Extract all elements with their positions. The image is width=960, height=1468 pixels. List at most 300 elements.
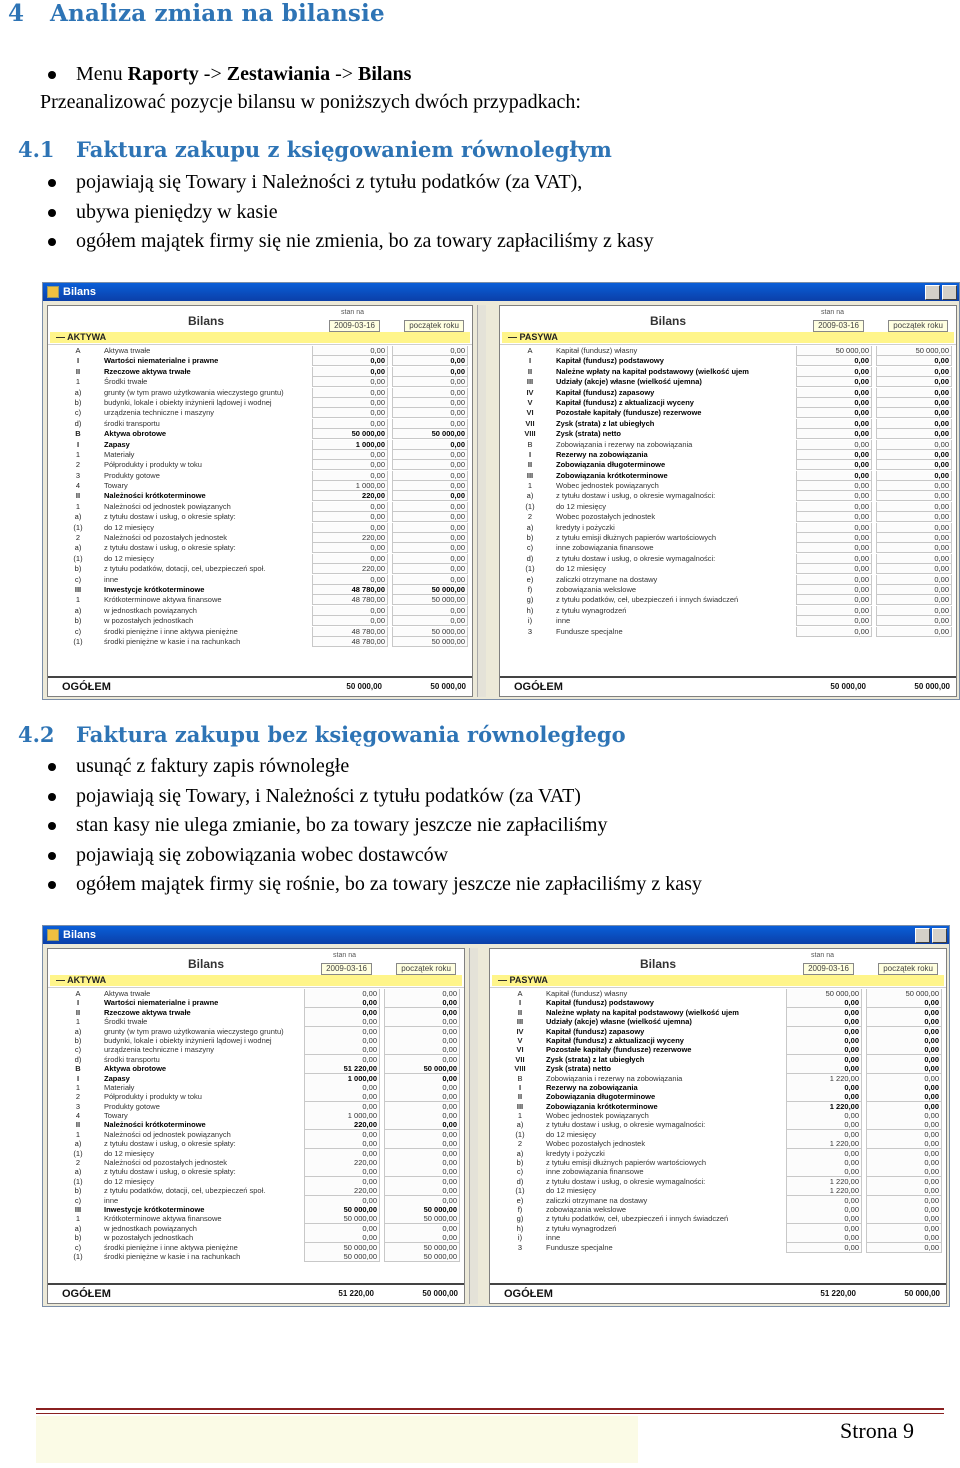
- list-item: ogółem majątek firmy się rośnie, bo za towary jeszcze nie zapłaciliśmy z kasy: [40, 870, 702, 900]
- table-row[interactable]: [490, 1205, 946, 1214]
- row-value-start: 0,00: [876, 356, 952, 366]
- row-value-start: 0,00: [392, 450, 468, 460]
- list-item: usunąć z faktury zapis równoległe: [40, 752, 702, 782]
- row-value-start: 0,00: [392, 491, 468, 501]
- row-value-date: 0,00: [796, 627, 872, 637]
- row-label: urządzenia techniczne i maszyny: [104, 408, 215, 418]
- date-field[interactable]: 2009-03-16: [813, 320, 864, 332]
- table-row[interactable]: [48, 450, 472, 460]
- table-row[interactable]: [490, 1074, 946, 1083]
- row-code: c): [74, 574, 82, 584]
- row-value-start: 0,00: [866, 1092, 942, 1102]
- row-label: z tytułu dostaw i usług, o okresie spłaty:: [104, 1167, 236, 1177]
- row-value-start: 50 000,00: [866, 989, 942, 999]
- row-value-date: 220,00: [312, 491, 388, 501]
- table-row[interactable]: [490, 1158, 946, 1167]
- row-value-date: 0,00: [796, 377, 872, 387]
- row-value-start: 0,00: [876, 606, 952, 616]
- row-value-start: 0,00: [392, 564, 468, 574]
- table-row[interactable]: [48, 460, 472, 470]
- table-row[interactable]: [500, 585, 956, 595]
- row-value-date: 0,00: [304, 1017, 380, 1027]
- row-value-date: 220,00: [304, 1186, 380, 1196]
- start-of-year-field[interactable]: początek roku: [396, 963, 456, 975]
- row-code: (1): [73, 1176, 83, 1186]
- table-row[interactable]: [48, 1177, 464, 1186]
- table-row[interactable]: [490, 1149, 946, 1158]
- menu-path: Menu Raporty -> Zestawiania -> Bilans: [40, 60, 411, 90]
- row-value-date: 0,00: [304, 1167, 380, 1177]
- row-value-date: 0,00: [304, 1092, 380, 1102]
- table-row[interactable]: [48, 1008, 464, 1017]
- table-row[interactable]: [500, 471, 956, 481]
- table-row[interactable]: [500, 595, 956, 605]
- row-label: Kapitał (fundusz) podstawowy: [546, 998, 654, 1008]
- table-row[interactable]: [48, 1233, 464, 1242]
- table-row[interactable]: [500, 398, 956, 408]
- table-row[interactable]: [48, 1111, 464, 1120]
- row-code: B: [517, 1073, 523, 1083]
- row-value-start: 0,00: [384, 1139, 460, 1149]
- table-row[interactable]: [48, 523, 472, 533]
- minimize-icon[interactable]: [915, 928, 930, 943]
- row-label: z tytułu dostaw i usług, o okresie wymagalności:: [546, 1120, 706, 1130]
- table-row[interactable]: [490, 1055, 946, 1064]
- row-label: zobowiązania wekslowe: [546, 1204, 627, 1214]
- table-row[interactable]: [48, 554, 472, 564]
- row-value-date: 50 000,00: [304, 1243, 380, 1253]
- table-row[interactable]: [48, 1130, 464, 1139]
- row-value-start: 0,00: [866, 1243, 942, 1253]
- table-row[interactable]: [48, 1027, 464, 1036]
- row-value-start: 0,00: [384, 989, 460, 999]
- row-value-date: 0,00: [312, 554, 388, 564]
- row-label: Należności krótkoterminowe: [104, 491, 206, 501]
- table-row[interactable]: [490, 1130, 946, 1139]
- table-row[interactable]: [490, 1036, 946, 1045]
- row-code: 1: [75, 449, 81, 459]
- row-label: inne: [556, 616, 571, 626]
- table-row[interactable]: [48, 998, 464, 1007]
- row-label: Należności od jednostek powiązanych: [104, 501, 231, 511]
- table-row[interactable]: [48, 595, 472, 605]
- row-label: Pozostałe kapitały (fundusze) rezerwowe: [546, 1045, 692, 1055]
- row-code: 2: [75, 1092, 81, 1102]
- row-value-start: 0,00: [392, 460, 468, 470]
- row-value-start: 0,00: [876, 471, 952, 481]
- row-value-start: 0,00: [392, 408, 468, 418]
- table-row[interactable]: [490, 1139, 946, 1148]
- row-code: a): [74, 1167, 82, 1177]
- table-row[interactable]: [490, 1233, 946, 1242]
- row-value-date: 0,00: [304, 1149, 380, 1159]
- row-value-start: 50 000,00: [392, 595, 468, 605]
- table-row[interactable]: [490, 1120, 946, 1129]
- row-code: IV: [516, 1026, 524, 1036]
- section-4-2-bullets: [40, 752, 702, 900]
- table-row[interactable]: [490, 1102, 946, 1111]
- table-row[interactable]: [48, 398, 472, 408]
- row-label: Towary: [104, 481, 128, 491]
- row-label: Rzeczowe aktywa trwałe: [104, 366, 191, 376]
- chapter-heading: [8, 0, 385, 27]
- maximize-icon[interactable]: [942, 285, 957, 300]
- table-row[interactable]: [490, 1167, 946, 1176]
- row-label: budynki, lokale i obiekty inżynierii lądowej i wodnej: [104, 397, 272, 407]
- menu-zestawienia: Zestawiania: [226, 63, 331, 85]
- row-label: środki pieniężne w kasie i na rachunkach: [104, 636, 241, 646]
- row-value-start: 0,00: [866, 1027, 942, 1037]
- row-value-date: 0,00: [786, 1243, 862, 1253]
- row-label: Aktywa trwałe: [104, 346, 151, 355]
- chapter-number: 4: [8, 0, 25, 27]
- table-row[interactable]: [490, 1214, 946, 1223]
- row-label: do 12 miesięcy: [546, 1129, 597, 1139]
- row-value-date: 0,00: [786, 998, 862, 1008]
- start-of-year-field[interactable]: początek roku: [888, 320, 948, 332]
- page-number: Strona 9: [840, 1418, 914, 1443]
- row-value-date: 0,00: [786, 1055, 862, 1065]
- row-value-date: 0,00: [796, 408, 872, 418]
- row-value-date: 0,00: [312, 502, 388, 512]
- row-code: b): [74, 1035, 82, 1045]
- row-label: z tytułu podatków, dotacji, ceł, ubezpieczeń społ.: [104, 1186, 266, 1196]
- table-row[interactable]: [500, 616, 956, 626]
- row-value-start: 50 000,00: [384, 1205, 460, 1215]
- row-value-start: 0,00: [876, 388, 952, 398]
- row-value-date: 0,00: [786, 1064, 862, 1074]
- table-row[interactable]: [48, 429, 472, 439]
- table-row[interactable]: [500, 627, 956, 637]
- table-row[interactable]: [500, 460, 956, 470]
- table-row[interactable]: [500, 502, 956, 512]
- row-value-date: 0,00: [786, 1045, 862, 1055]
- maximize-icon[interactable]: [932, 928, 947, 943]
- row-label: grunty (w tym prawo użytkowania wieczystego gruntu): [104, 387, 284, 397]
- row-value-date: 50 000,00: [786, 989, 862, 999]
- row-code: A: [527, 346, 533, 355]
- row-label: Produkty gotowe: [104, 1101, 160, 1111]
- row-value-start: 0,00: [384, 1167, 460, 1177]
- table-row[interactable]: [48, 346, 472, 356]
- table-row[interactable]: [500, 440, 956, 450]
- table-row[interactable]: [490, 989, 946, 998]
- table-row[interactable]: [500, 512, 956, 522]
- row-value-start: 0,00: [876, 429, 952, 439]
- table-row[interactable]: [48, 1055, 464, 1064]
- row-code: IV: [526, 387, 534, 397]
- row-value-date: 0,00: [786, 1233, 862, 1243]
- row-value-date: 48 780,00: [312, 627, 388, 637]
- row-code: 1: [517, 1111, 523, 1121]
- date-field[interactable]: 2009-03-16: [803, 963, 854, 975]
- table-row[interactable]: [48, 419, 472, 429]
- row-value-date: 0,00: [786, 1196, 862, 1206]
- date-field[interactable]: 2009-03-16: [321, 963, 372, 975]
- row-label: Aktywa obrotowe: [104, 429, 167, 439]
- pane-title: Bilans: [188, 314, 225, 328]
- row-value-date: 1 220,00: [786, 1186, 862, 1196]
- table-row[interactable]: [490, 998, 946, 1007]
- table-row[interactable]: [500, 388, 956, 398]
- row-value-start: 0,00: [384, 1045, 460, 1055]
- table-row[interactable]: [48, 989, 464, 998]
- table-row[interactable]: [500, 356, 956, 366]
- row-value-date: 0,00: [786, 1224, 862, 1234]
- row-code: A: [75, 989, 81, 998]
- section-4-2-title: Faktura zakupu bez księgowania równoległego: [76, 722, 626, 747]
- row-value-start: 0,00: [384, 1158, 460, 1168]
- row-value-date: 0,00: [312, 616, 388, 626]
- table-row[interactable]: [48, 616, 472, 626]
- menu-bilans: Bilans: [358, 63, 412, 85]
- table-row[interactable]: [500, 606, 956, 616]
- row-code: a): [526, 522, 534, 532]
- row-code: 2: [527, 512, 533, 522]
- row-value-start: 0,00: [384, 1083, 460, 1093]
- window-titlebar: [43, 283, 959, 301]
- table-row[interactable]: [500, 377, 956, 387]
- table-row[interactable]: [500, 523, 956, 533]
- table-row[interactable]: [48, 637, 472, 647]
- row-value-start: 0,00: [384, 1177, 460, 1187]
- row-label: urządzenia techniczne i maszyny: [104, 1045, 215, 1055]
- row-value-date: 0,00: [786, 1158, 862, 1168]
- table-row[interactable]: [48, 1205, 464, 1214]
- table-row[interactable]: [48, 575, 472, 585]
- row-value-date: 0,00: [312, 450, 388, 460]
- table-row[interactable]: [48, 1196, 464, 1205]
- app-icon: [47, 929, 59, 941]
- row-code: V: [527, 397, 533, 407]
- window-titlebar: [43, 926, 949, 944]
- table-row[interactable]: [490, 1064, 946, 1073]
- row-value-date: 1 000,00: [304, 1111, 380, 1121]
- list-item: pojawiają się zobowiązania wobec dostawców: [40, 841, 702, 871]
- table-row[interactable]: [48, 367, 472, 377]
- row-value-date: 0,00: [796, 450, 872, 460]
- table-row[interactable]: [500, 367, 956, 377]
- row-value-date: 0,00: [304, 998, 380, 1008]
- minimize-icon[interactable]: [925, 285, 940, 300]
- row-code: II: [517, 1007, 523, 1017]
- row-value-start: 0,00: [384, 1102, 460, 1112]
- table-row[interactable]: [48, 1158, 464, 1167]
- row-label: inne zobowiązania finansowe: [556, 543, 654, 553]
- row-code: b): [516, 1158, 524, 1168]
- row-label: w jednostkach powiązanych: [104, 1223, 197, 1233]
- row-value-date: 0,00: [796, 356, 872, 366]
- row-value-start: 0,00: [866, 1036, 942, 1046]
- table-row[interactable]: [48, 533, 472, 543]
- row-value-start: 50 000,00: [384, 1064, 460, 1074]
- table-row[interactable]: [48, 1064, 464, 1073]
- table-row[interactable]: [48, 1139, 464, 1148]
- table-row[interactable]: [48, 377, 472, 387]
- row-value-start: 0,00: [866, 1074, 942, 1084]
- table-row[interactable]: [48, 627, 472, 637]
- row-code: 1: [75, 501, 81, 511]
- table-row[interactable]: [48, 1149, 464, 1158]
- table-row[interactable]: [490, 1111, 946, 1120]
- table-row[interactable]: [48, 481, 472, 491]
- table-row[interactable]: [500, 564, 956, 574]
- date-field[interactable]: 2009-03-16: [329, 320, 380, 332]
- row-value-date: 0,00: [796, 471, 872, 481]
- table-row[interactable]: [48, 1045, 464, 1054]
- row-value-date: 0,00: [786, 1008, 862, 1018]
- table-row[interactable]: [48, 491, 472, 501]
- table-row[interactable]: [490, 1243, 946, 1252]
- start-of-year-field[interactable]: początek roku: [878, 963, 938, 975]
- row-value-date: 0,00: [312, 575, 388, 585]
- row-value-date: 0,00: [786, 1167, 862, 1177]
- row-label: do 12 miesięcy: [556, 501, 607, 511]
- splitter-scrollbar[interactable]: [477, 305, 486, 697]
- row-value-start: 0,00: [876, 398, 952, 408]
- row-code: f): [527, 584, 533, 594]
- table-row[interactable]: [48, 1083, 464, 1092]
- row-value-start: 0,00: [384, 1120, 460, 1130]
- row-value-start: 0,00: [876, 627, 952, 637]
- row-code: 2: [75, 460, 81, 470]
- row-value-date: 0,00: [786, 1205, 862, 1215]
- row-value-date: 0,00: [304, 1233, 380, 1243]
- splitter-scrollbar[interactable]: [469, 948, 478, 1304]
- row-code: (1): [73, 1251, 83, 1261]
- table-row[interactable]: [500, 575, 956, 585]
- row-label: do 12 miesięcy: [104, 1148, 155, 1158]
- table-row[interactable]: [48, 1252, 464, 1261]
- table-row[interactable]: [490, 1196, 946, 1205]
- row-value-start: 0,00: [392, 398, 468, 408]
- table-row[interactable]: [500, 429, 956, 439]
- table-row[interactable]: [490, 1017, 946, 1026]
- table-row[interactable]: [500, 543, 956, 553]
- table-row[interactable]: [48, 1017, 464, 1026]
- table-row[interactable]: [490, 1186, 946, 1195]
- table-row[interactable]: [500, 481, 956, 491]
- row-code: 4: [75, 1111, 81, 1121]
- table-row[interactable]: [48, 512, 472, 522]
- row-value-start: 0,00: [876, 512, 952, 522]
- table-row[interactable]: [48, 564, 472, 574]
- row-value-date: 0,00: [796, 533, 872, 543]
- row-label: Inwestycje krótkoterminowe: [104, 1204, 205, 1214]
- table-row[interactable]: [490, 1177, 946, 1186]
- row-value-start: 0,00: [866, 1008, 942, 1018]
- list-item: pojawiają się Towary i Należności z tytułu podatków (za VAT),: [40, 168, 654, 198]
- table-row[interactable]: [48, 502, 472, 512]
- table-row[interactable]: [48, 1167, 464, 1176]
- table-row[interactable]: [490, 1092, 946, 1101]
- row-code: 3: [517, 1242, 523, 1252]
- table-row[interactable]: [48, 543, 472, 553]
- table-row[interactable]: [48, 1036, 464, 1045]
- row-code: a): [526, 491, 534, 501]
- table-row[interactable]: [490, 1008, 946, 1017]
- table-row[interactable]: [500, 533, 956, 543]
- row-value-date: 0,00: [304, 1083, 380, 1093]
- table-row[interactable]: [500, 491, 956, 501]
- row-value-start: 0,00: [384, 1149, 460, 1159]
- row-value-start: 0,00: [384, 1074, 460, 1084]
- window-title: Bilans: [63, 286, 97, 298]
- table-row[interactable]: [490, 1224, 946, 1233]
- table-row[interactable]: [48, 1092, 464, 1101]
- table-row[interactable]: [500, 408, 956, 418]
- row-value-date: 0,00: [304, 1055, 380, 1065]
- table-row[interactable]: [490, 1045, 946, 1054]
- row-code: b): [74, 616, 82, 626]
- table-row[interactable]: [48, 1186, 464, 1195]
- row-label: z tytułu emisji dłużnych papierów wartościowych: [546, 1158, 707, 1168]
- row-value-start: 0,00: [392, 502, 468, 512]
- row-label: środki transportu: [104, 1054, 160, 1064]
- table-row[interactable]: [48, 356, 472, 366]
- table-row[interactable]: [48, 1243, 464, 1252]
- row-value-date: 0,00: [786, 1111, 862, 1121]
- row-value-date: 220,00: [312, 533, 388, 543]
- row-value-start: 0,00: [876, 564, 952, 574]
- list-item: stan kasy nie ulega zmianie, bo za towary jeszcze nie zapłaciliśmy: [40, 811, 702, 841]
- row-code: VIII: [524, 429, 536, 439]
- table-row[interactable]: [48, 1214, 464, 1223]
- table-row[interactable]: [48, 408, 472, 418]
- row-value-start: 50 000,00: [384, 1243, 460, 1253]
- row-value-start: 0,00: [876, 575, 952, 585]
- table-row[interactable]: [48, 585, 472, 595]
- table-row[interactable]: [500, 419, 956, 429]
- row-value-date: 1 220,00: [786, 1177, 862, 1187]
- total-row: OGÓŁEM 51 220,00 50 000,00: [490, 1283, 946, 1303]
- start-of-year-field[interactable]: początek roku: [404, 320, 464, 332]
- row-code: III: [74, 584, 82, 594]
- row-value-start: 0,00: [392, 533, 468, 543]
- row-value-date: 0,00: [796, 398, 872, 408]
- row-code: d): [526, 553, 534, 563]
- row-value-start: 0,00: [392, 616, 468, 626]
- row-value-start: 0,00: [866, 1045, 942, 1055]
- table-row[interactable]: [500, 450, 956, 460]
- table-row[interactable]: [490, 1083, 946, 1092]
- table-row[interactable]: [490, 1027, 946, 1036]
- row-label: Środki trwałe: [104, 1017, 148, 1027]
- table-row[interactable]: [48, 606, 472, 616]
- row-label: Materiały: [104, 449, 135, 459]
- row-value-date: 1 220,00: [786, 1139, 862, 1149]
- table-row[interactable]: [48, 1224, 464, 1233]
- row-value-start: 0,00: [384, 1055, 460, 1065]
- table-row[interactable]: [48, 440, 472, 450]
- row-value-date: 48 780,00: [312, 637, 388, 647]
- row-code: I: [528, 356, 532, 366]
- row-label: z tytułu dostaw i usług, o okresie spłaty:: [104, 512, 236, 522]
- row-value-date: 0,00: [796, 491, 872, 501]
- table-row[interactable]: [48, 1120, 464, 1129]
- row-code: c): [74, 1195, 82, 1205]
- table-row[interactable]: [48, 1074, 464, 1083]
- pasywa-pane: Bilans stan na 2009-03-16 początek roku — PASYWA A Kapitał (fundusz) własny 50 000,00 50 000,00 I Kapitał (fundusz) podstawowy 0,00 0,00 II Należne wpłaty na kapitał podstawowy (wielkość ujem 0,00 0,00 III Udziały (akcje) własne (wielkość ujemna) 0,00 0,00 IV Kapitał (fundusz) zapasowy 0,00 0,00 V Kapitał (fundusz) z aktualizacji wyceny 0,00 0,00 VI Pozostałe kapitały (fundusze) rezerwowe 0,00 0,00 VII Zysk (strata) z lat ubiegłych 0,00 0,00 VIII Zysk (strata) netto 0,00 0,00 B Zobowiązania i rezerwy na zobowiązania 0,00 0,00 I Rezerwy na zobowiązania 0,00 0,00 II Zobowiązania długoterminowe 0,00 0,00 III Zobowiązania krótkoterminowe 0,00 0,00 1 Wobec jednostek powiązanych 0,00 0,00 a) z tytułu dostaw i usług, o okresie wymagalności: 0,00 0,00 (1) do 12 miesięcy 0,00 0,00 2 Wobec pozostałych jednostek 0,00 0,00 a) kredyty i pożyczki 0,00 0,00 b) z tytułu emisji dłużnych papierów wartościowych 0,00 0,00 c) inne zobowiązania finansowe 0,00 0,00 d) z tytułu dostaw i usług, o okresie wymagalności: 0,00 0,00 (1) do 12 miesięcy 0,00 0,00 e) zaliczki otrzymane na dostawy 0,00 0,00 f) zobowiązania wekslowe 0,00 0,00 g) z tytułu podatków, ceł, ubezpieczeń i innych świadczeń 0,00 0,00 h) z tytułu wynagrodzeń 0,00 0,00 i) inne 0,00 0,00 3 Fundusze specjalne 0,00 0,00 OGÓŁEM 50 000,00 50 000,00: [499, 305, 957, 697]
- row-label: Zobowiązania długoterminowe: [556, 460, 666, 470]
- aktywa-pane: Bilans stan na 2009-03-16 początek roku — AKTYWA A Aktywa trwałe 0,00 0,00 I Wartości niematerialne i prawne 0,00 0,00 II Rzeczowe aktywa trwałe 0,00 0,00 1 Środki trwałe 0,00 0,00 a) grunty (w tym prawo użytkowania wieczystego gruntu) 0,00 0,00 b) budynki, lokale i obiekty inżynierii lądowej i wodnej 0,00 0,00 c) urządzenia techniczne i maszyny 0,00 0,00 d) środki transportu 0,00 0,00 B Aktywa obrotowe 51 220,00 50 000,00 I Zapasy 1 000,00 0,00 1 Materiały 0,00 0,00 2 Półprodukty i produkty w toku 0,00 0,00 3 Produkty gotowe 0,00 0,00 4 Towary 1 000,00 0,00 II Należności krótkoterminowe 220,00 0,00 1 Należności od jednostek powiązanych 0,00 0,00 a) z tytułu dostaw i usług, o okresie spłaty: 0,00 0,00 (1) do 12 miesięcy 0,00 0,00 2 Należności od pozostałych jednostek 220,00 0,00 a) z tytułu dostaw i usług, o okresie spłaty: 0,00 0,00 (1) do 12 miesięcy 0,00 0,00 b) z tytułu podatków, dotacji, ceł, ubezpieczeń społ. 220,00 0,00 c) inne 0,00 0,00 III Inwestycje krótkoterminowe 50 000,00 50 000,00 1 Krótkoterminowe aktywa finansowe 50 000,00 50 000,00 a) w jednostkach powiązanych 0,00 0,00 b) w pozostałych jednostkach 0,00 0,00 c) środki pieniężne i inne aktywa pieniężne 50 000,00 50 000,00 (1) środki pieniężne w kasie i na rachunkach 50 000,00 50 000,00 OGÓŁEM 51 220,00 50 000,00: [47, 948, 465, 1304]
- table-row[interactable]: [48, 388, 472, 398]
- table-row[interactable]: [48, 1102, 464, 1111]
- table-row[interactable]: [48, 471, 472, 481]
- table-row[interactable]: [500, 346, 956, 356]
- table-row[interactable]: [500, 554, 956, 564]
- row-label: do 12 miesięcy: [104, 522, 155, 532]
